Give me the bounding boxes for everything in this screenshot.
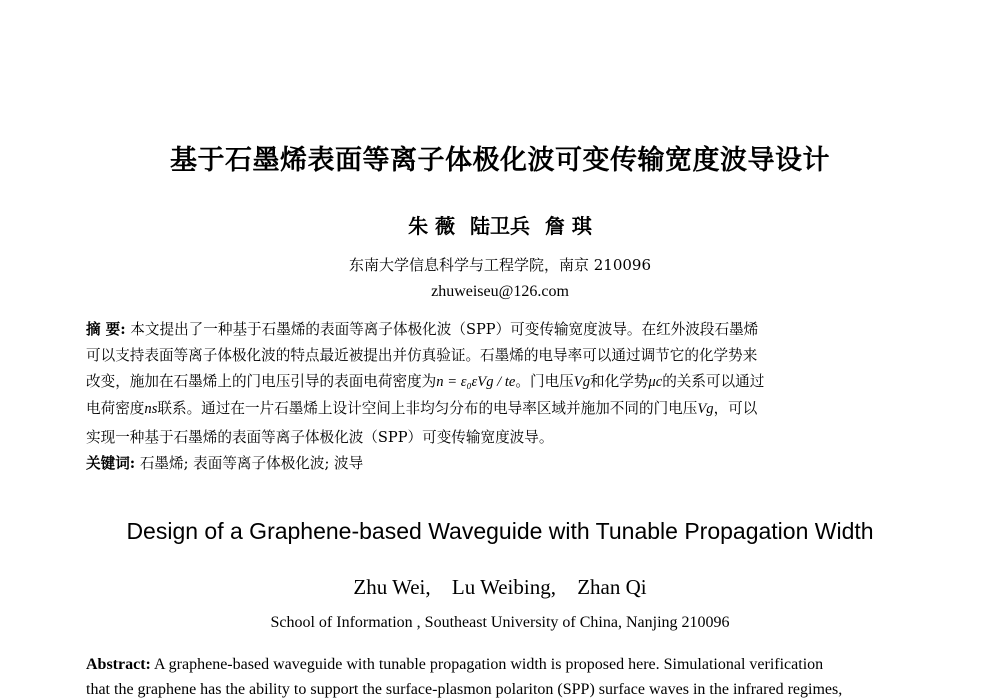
gate-voltage-symbol-2: Vg: [697, 401, 714, 417]
author-cn-3: 詹 琪: [544, 214, 592, 238]
abstract-cn-label: 摘 要:: [86, 321, 126, 338]
paper-title-cn: 基于石墨烯表面等离子体极化波可变传输宽度波导设计: [170, 145, 830, 176]
abstract-cn-line4: 电荷密度ns联系。通过在一片石墨烯上设计空间上非均匀分布的电导率区域并施加不同的门电压Vg，可以: [86, 400, 758, 417]
author-en-2: Lu Weibing,: [451, 575, 556, 599]
abstract-cn-line1: 本文提出了一种基于石墨烯的表面等离子体极化波（SPP）可变传输宽度波导。在红外波段石墨烯: [130, 321, 759, 338]
affiliation-en: School of Information , Southeast University of China, Nanjing 210096: [270, 614, 730, 631]
authors-en: [0, 575, 1000, 600]
charge-density-formula: n = ε₀εVg / te: [436, 374, 516, 390]
abstract-en-line2: that the graphene has the ability to support the surface-plasmon polariton (SPP) surface waves in the infrared regimes,: [86, 681, 843, 698]
paper-title-en: Design of a Graphene-based Waveguide with Tunable Propagation Width: [126, 518, 874, 544]
author-cn-1: 朱 薇: [408, 214, 456, 238]
surface-charge-symbol: ns: [144, 401, 158, 417]
keywords-cn-text: 石墨烯; 表面等离子体极化波; 波导: [139, 455, 364, 472]
chemical-potential-symbol: μc: [648, 374, 663, 390]
keywords-cn: [86, 454, 363, 474]
author-email: zhuweiseu@126.com: [431, 283, 569, 300]
authors-cn: [0, 210, 1000, 239]
abstract-cn-line3: 改变，施加在石墨烯上的门电压引导的表面电荷密度为n = ε₀εVg / te。门电压Vg和化学势μc的关系可以通过: [86, 373, 765, 390]
author-en-1: Zhu Wei,: [353, 575, 431, 599]
abstract-en-line1: A graphene-based waveguide with tunable propagation width is proposed here. Simulational verification: [154, 656, 824, 673]
author-cn-2: 陆卫兵: [470, 214, 530, 238]
affiliation-cn: 东南大学信息科学与工程学院，南京 210096: [348, 256, 652, 274]
author-en-3: Zhan Qi: [577, 575, 647, 599]
abstract-cn-line2: 可以支持表面等离子体极化波的特点最近被提出并仿真验证。石墨烯的电导率可以通过调节它的化学势来: [86, 347, 758, 364]
keywords-cn-label: 关键词:: [86, 455, 136, 472]
abstract-cn-line5: 实现一种基于石墨烯的表面等离子体极化波（SPP）可变传输宽度波导。: [86, 429, 554, 446]
gate-voltage-symbol: Vg: [573, 374, 590, 390]
abstract-en-label: Abstract:: [86, 656, 151, 673]
